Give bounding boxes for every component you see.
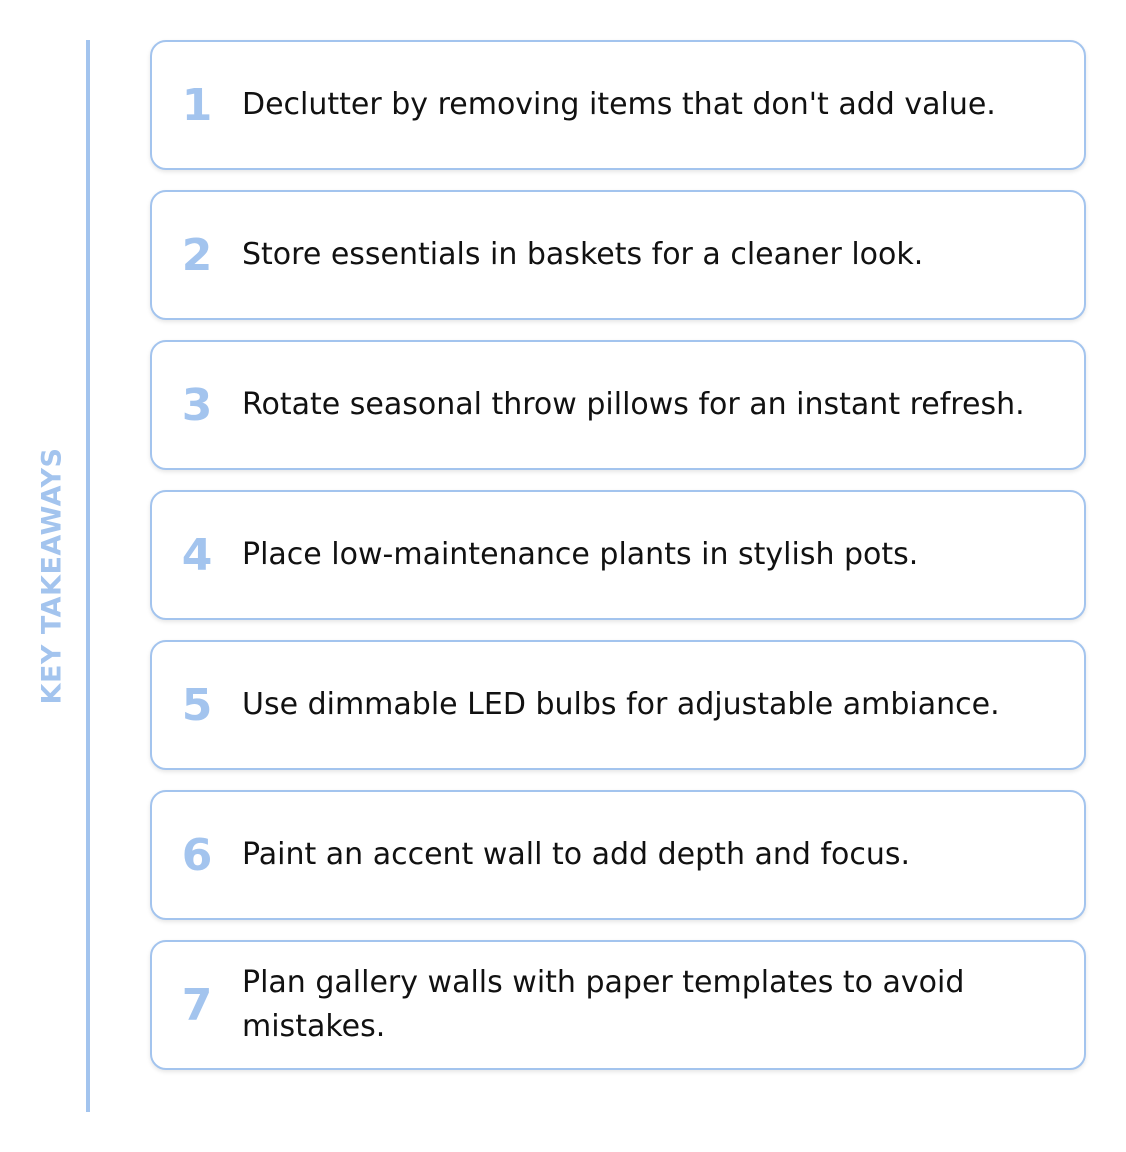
takeaway-card-4 [150,490,1086,620]
sidebar-divider-line [86,40,90,1112]
takeaway-card-3 [150,340,1086,470]
takeaway-number: 4 [181,529,213,581]
takeaway-card-1 [150,40,1086,170]
takeaway-text: Paint an accent wall to add depth and focus. [242,837,911,872]
key-takeaways-title: KEY TAKEAWAYS [36,447,68,705]
takeaway-card-7 [150,940,1086,1070]
takeaway-number: 3 [181,379,213,431]
takeaway-number: 6 [181,829,213,881]
takeaways-list [150,40,1086,1090]
takeaway-card-2 [150,190,1086,320]
takeaway-number: 2 [181,229,213,281]
takeaway-text: Place low-maintenance plants in stylish pots. [242,537,919,572]
takeaway-card-5 [150,640,1086,770]
takeaway-number: 7 [181,979,213,1031]
takeaway-number: 5 [181,679,213,731]
takeaway-text: Rotate seasonal throw pillows for an instant refresh. [242,387,1025,422]
takeaway-text: Use dimmable LED bulbs for adjustable ambiance. [242,687,1000,722]
takeaway-text: Store essentials in baskets for a cleaner look. [242,237,924,272]
takeaway-card-6 [150,790,1086,920]
takeaway-number: 1 [181,79,213,131]
takeaway-text: Declutter by removing items that don't add value. [242,87,996,122]
takeaway-text: Plan gallery walls with paper templates to avoid mistakes. [242,965,965,1044]
